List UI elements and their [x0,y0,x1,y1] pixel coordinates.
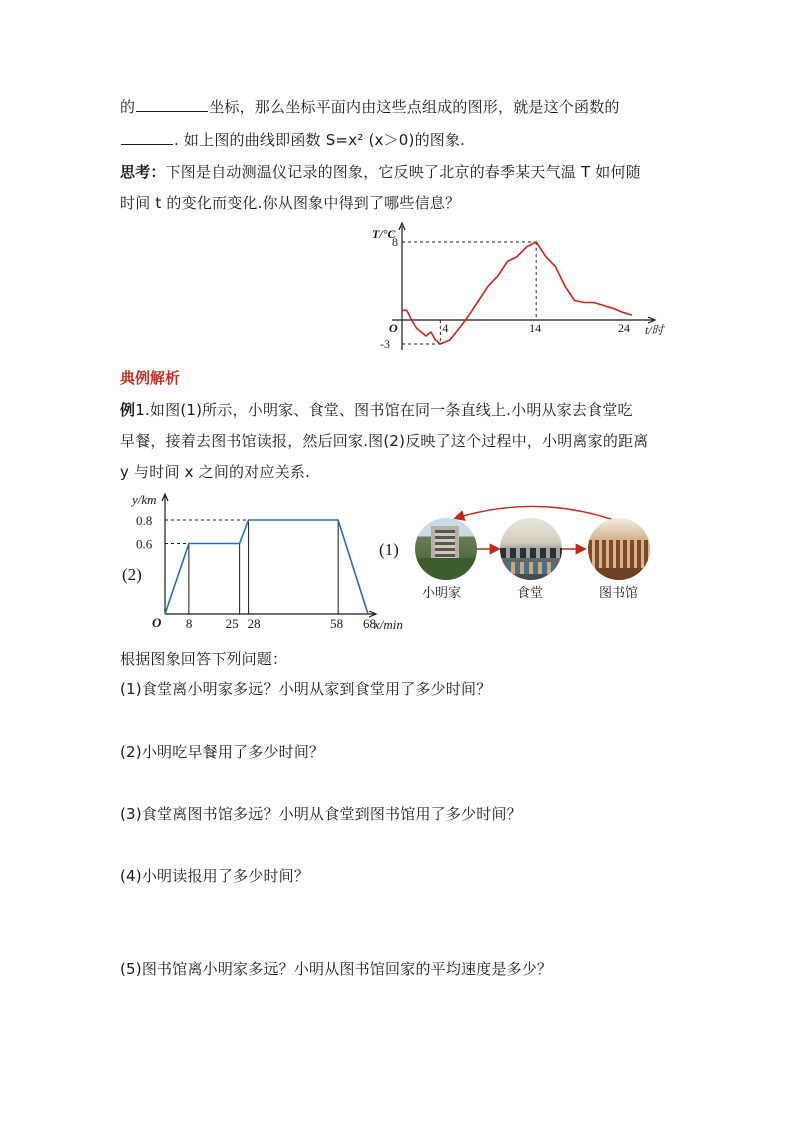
x-tick-58: 58 [330,616,344,631]
think-text-1: 下图是自动测温仪记录的图象，它反映了北京的春季某天气温 T 如何随 [165,163,641,181]
y-tick-0.8: 0.8 [136,513,153,528]
figure1-label: (1) [379,540,399,559]
label-canteen: 食堂 [517,586,544,601]
x-tick-14: 14 [529,321,542,335]
text-line-2 [120,129,465,150]
example-line-3 [120,461,310,482]
x-axis-label: t/时 [645,323,664,337]
example-text-3: y 与时间 x 之间的对应关系. [120,463,311,481]
label-library: 图书馆 [599,586,639,601]
example-text-1: 1.如图(1)所示，小明家、食堂、图书馆在同一条直线上.小明从家去食堂吃 [135,401,633,419]
question-1: (1)食堂离小明家多远？小明从家到食堂用了多少时间？ [120,680,492,698]
y-tick-minus3: -3 [380,337,390,351]
example-line-1 [120,399,633,420]
figure-1 [376,500,666,610]
think-line-2 [120,192,460,213]
figure2-label: (2) [122,565,142,584]
library-photo [588,518,650,580]
question-3: (3)食堂离图书馆多远？小明从食堂到图书馆用了多少时间？ [120,805,522,823]
question-4: (4)小明读报用了多少时间？ [120,867,310,885]
x-tick-68: 68 [363,616,376,631]
section-title: 典例解析 [120,369,181,387]
label-home: 小明家 [422,586,462,601]
x-axis-label: x/min [374,617,403,632]
home-photo [415,518,477,580]
example-text-2: 早餐，接着去图书馆读报，然后回家.图(2)反映了这个过程中，小明离家的距离 [120,432,649,450]
y-axis-label: T/°C [372,227,396,241]
distance-time-chart [116,486,416,634]
x-tick-25: 25 [225,616,239,631]
line1-end: 坐标，那么坐标平面内由这些点组成的图形，就是这个函数的 [209,98,620,116]
y-tick-0.6: 0.6 [136,536,153,552]
think-label: 思考： [120,163,166,181]
think-line-1 [120,161,641,182]
origin-label: O [389,321,398,335]
think-text-2: 时间 t 的变化而变化.你从图象中得到了哪些信息？ [120,194,461,212]
x-tick-8: 8 [185,616,193,631]
y-axis-label: y/km [132,492,157,507]
fill-blank-1[interactable] [136,97,208,112]
temperature-series [402,242,632,344]
distance-series [165,520,368,614]
x-tick-4: 4 [442,321,449,335]
origin-label: O [152,615,162,630]
answer-intro: 根据图象回答下列问题： [120,650,288,668]
line1-start: 的 [120,98,136,116]
x-tick-24: 24 [618,321,630,335]
question-5: (5)图书馆离小明家多远？小明从图书馆回家的平均速度是多少？ [120,960,553,978]
temperature-chart [362,218,682,358]
example-line-2 [120,430,648,451]
x-tick-28: 28 [247,616,261,631]
text-line-1 [120,96,620,117]
y-tick-8: 8 [392,235,398,249]
example-label: 例 [120,401,136,419]
question-2: (2)小明吃早餐用了多少时间？ [120,743,325,761]
line2-text: . 如上图的曲线即函数 S=x² (x＞0)的图象. [174,131,466,149]
canteen-photo [500,518,562,580]
fill-blank-2[interactable] [121,130,173,145]
